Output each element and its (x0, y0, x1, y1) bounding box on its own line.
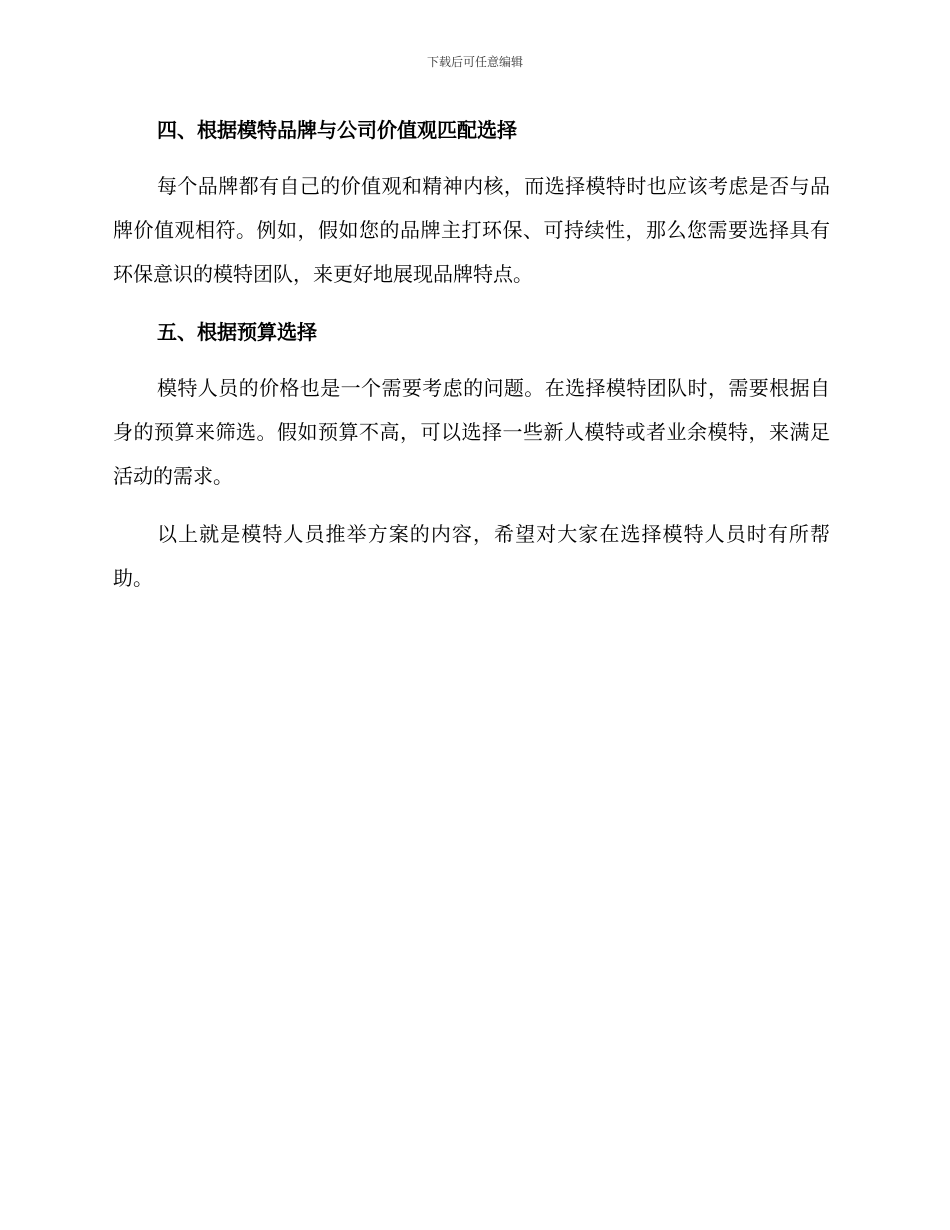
section-paragraph-5: 模特人员的价格也是一个需要考虑的问题。在选择模特团队时，需要根据自身的预算来筛选。假如预算不高，可以选择一些新人模特或者业余模特，来满足活动的需求。 (113, 376, 830, 488)
section-heading-5: 五、根据预算选择 (157, 320, 317, 344)
closing-paragraph: 以上就是模特人员推举方案的内容，希望对大家在选择模特人员时有所帮助。 (113, 522, 830, 590)
page-header-note: 下载后可任意编辑 (426, 55, 523, 69)
document-body (113, 108, 830, 614)
section-paragraph-4: 每个品牌都有自己的价值观和精神内核，而选择模特时也应该考虑是否与品牌价值观相符。例如，假如您的品牌主打环保、可持续性，那么您需要选择具有环保意识的模特团队，来更好地展现品牌特点。 (113, 174, 830, 286)
section-heading-4: 四、根据模特品牌与公司价值观匹配选择 (157, 118, 517, 142)
